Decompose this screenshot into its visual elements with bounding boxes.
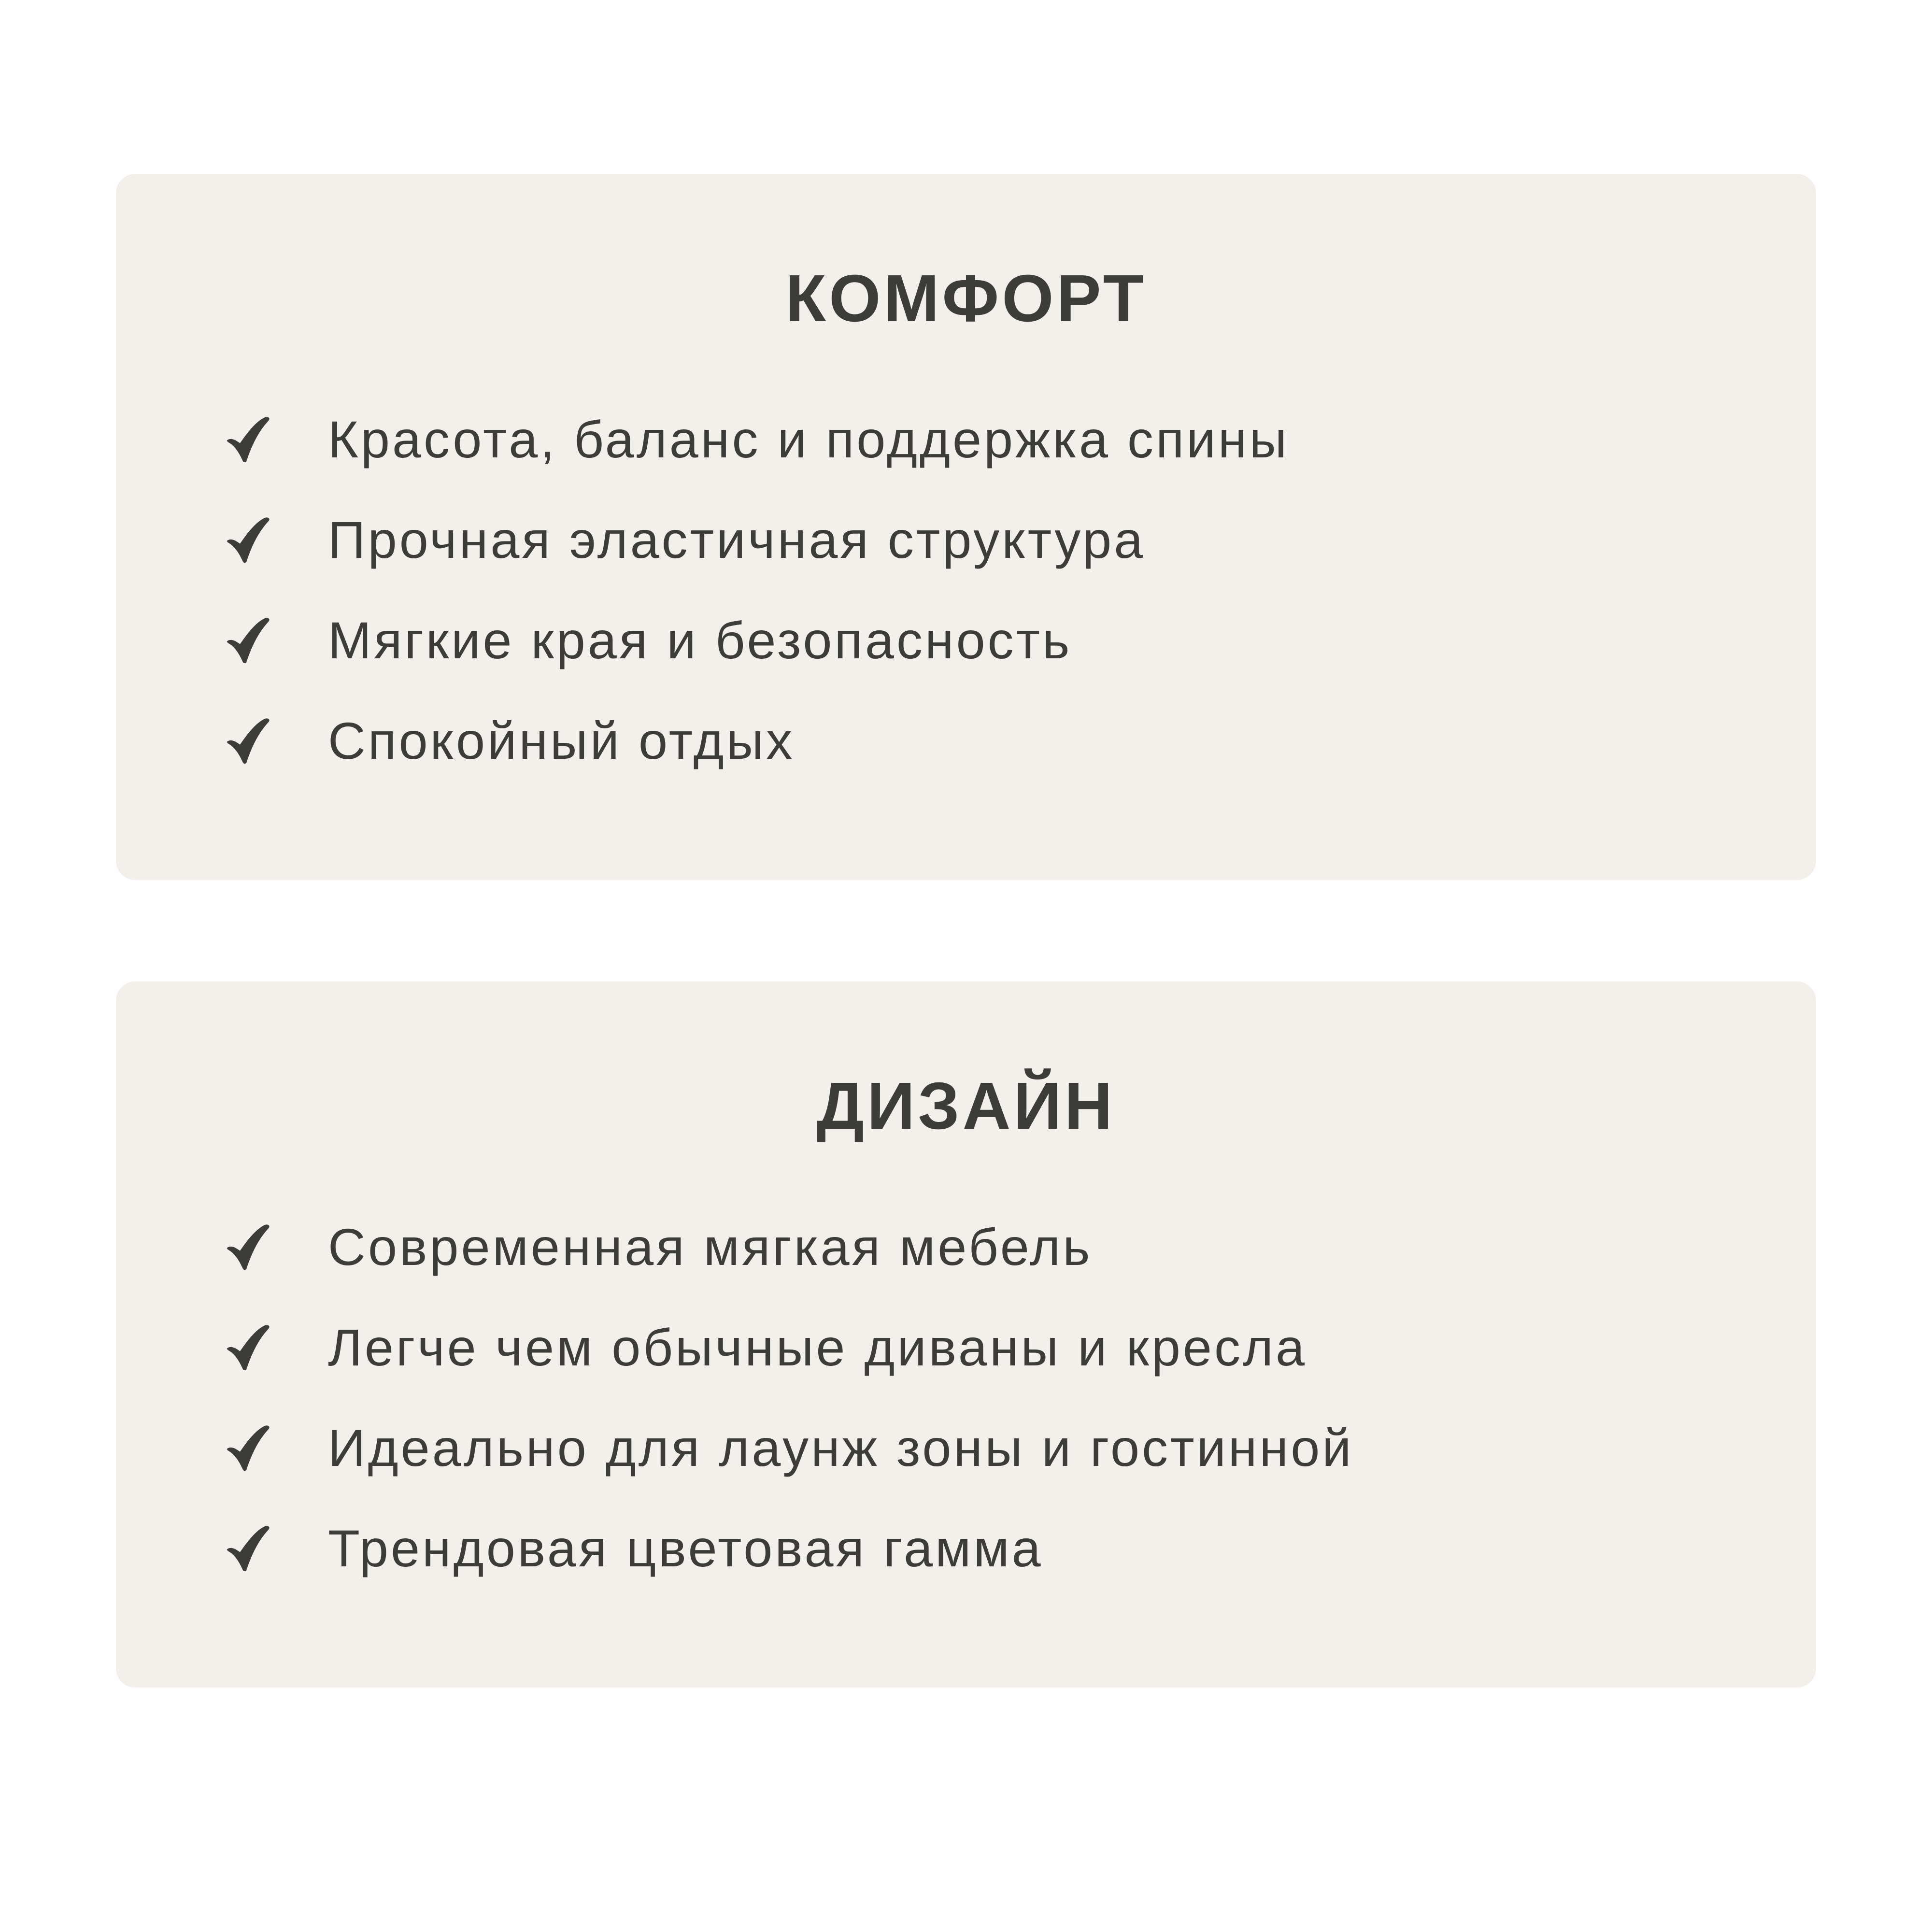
checkmark-icon	[226, 1224, 272, 1270]
feature-label: Легче чем обычные диваны и кресла	[328, 1318, 1307, 1377]
checkmark-icon	[226, 1525, 272, 1572]
checkmark-icon	[226, 1425, 272, 1471]
feature-item	[116, 607, 1816, 707]
comfort-card	[116, 174, 1816, 880]
feature-label: Мягкие края и безопасность	[328, 611, 1072, 669]
feature-item	[116, 1213, 1816, 1314]
feature-item	[116, 1515, 1816, 1615]
feature-item	[116, 1414, 1816, 1515]
checkmark-icon	[226, 617, 272, 664]
checkmark-icon	[226, 517, 272, 563]
feature-label: Красота, баланс и поддержка спины	[328, 410, 1290, 469]
feature-item	[116, 1314, 1816, 1414]
checkmark-icon	[226, 416, 272, 463]
design-feature-list	[116, 1213, 1816, 1615]
feature-label: Спокойный отдых	[328, 711, 795, 770]
feature-label: Идеально для лаунж зоны и гостинной	[328, 1419, 1354, 1477]
feature-item	[116, 506, 1816, 607]
feature-item	[116, 707, 1816, 808]
comfort-feature-list	[116, 406, 1816, 808]
comfort-title: КОМФОРТ	[785, 261, 1147, 336]
feature-label: Трендовая цветовая гамма	[328, 1519, 1043, 1577]
feature-item	[116, 406, 1816, 506]
feature-label: Прочная эластичная структура	[328, 511, 1146, 569]
design-card	[116, 981, 1816, 1688]
feature-label: Современная мягкая мебель	[328, 1218, 1093, 1276]
checkmark-icon	[226, 718, 272, 764]
checkmark-icon	[226, 1324, 272, 1371]
design-title: ДИЗАЙН	[816, 1069, 1116, 1143]
